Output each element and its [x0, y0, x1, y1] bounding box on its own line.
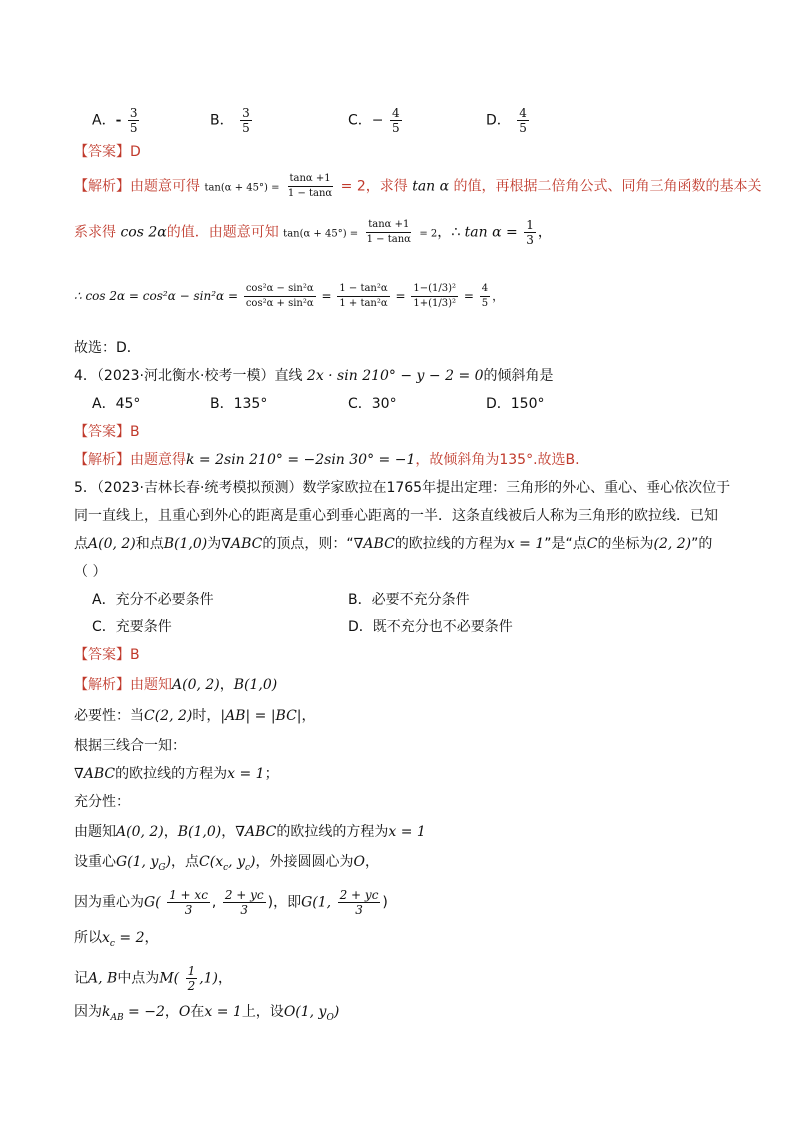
- analysis-punct: ，: [163, 824, 178, 840]
- equals: =: [321, 289, 332, 303]
- fraction-num: tanα +1: [366, 218, 411, 233]
- answer-q4: [74, 422, 140, 442]
- analysis-q5-line8: [74, 888, 388, 917]
- option-d-fraction: [517, 106, 529, 135]
- analysis-text: 中点为: [117, 970, 160, 987]
- question-4: [74, 366, 554, 386]
- var-x: x: [102, 930, 110, 946]
- question-5-blank: （ ）: [74, 564, 107, 580]
- question-text: 和点: [135, 536, 164, 552]
- analysis-text: = 2，求得: [340, 178, 408, 195]
- analysis-text: 由题意得: [130, 452, 186, 468]
- line-equation: x = 1: [204, 1004, 242, 1020]
- half-fraction: [186, 964, 198, 993]
- circumcenter: O: [353, 854, 365, 870]
- analysis-punct: ，: [221, 824, 236, 840]
- question-text: 点: [74, 536, 88, 552]
- q4-option-b: B．135°: [210, 396, 268, 412]
- result-fraction: [480, 282, 490, 311]
- analysis-fraction: [286, 172, 334, 201]
- analysis-text: 因为重心为: [74, 894, 144, 911]
- fraction-den: 1+(1/3)²: [413, 298, 456, 309]
- point-coords: (2, 2): [653, 536, 692, 552]
- subscript: AB: [110, 1012, 124, 1023]
- third-fraction: [524, 218, 536, 247]
- point-a: A(0, 2): [172, 677, 220, 693]
- triangle-abc: ∇ABC: [353, 536, 395, 552]
- answer-q3: [74, 142, 141, 162]
- centroid-y-fraction-2: [338, 888, 381, 917]
- analysis-q3-line3: [74, 282, 504, 311]
- analysis-text: 设重心: [74, 854, 116, 870]
- analysis-text: 的欧拉线的方程为: [115, 766, 228, 782]
- analysis-fraction: [365, 218, 413, 247]
- subscript: c: [109, 938, 115, 949]
- question-text: 的坐标为: [597, 536, 654, 552]
- line-equation: x = 1: [227, 766, 265, 782]
- option-c-fraction: [390, 106, 402, 135]
- paren: ): [267, 894, 274, 911]
- analysis-text: 时，: [192, 708, 221, 724]
- answer-tag: 【答案】: [74, 647, 130, 663]
- option-a: [92, 106, 141, 135]
- question-text: 的倾斜角是: [483, 368, 554, 384]
- option-d-label: D．: [486, 112, 511, 129]
- point-c: , y: [228, 854, 245, 870]
- fraction-den: 1 − tanα: [287, 188, 333, 199]
- question-text: 数学家欧拉在1765年提出定理：三角形的外心、重心、垂心依次位于: [302, 480, 731, 496]
- fraction-den: 3: [355, 903, 363, 917]
- analysis-punct: ，: [537, 224, 552, 241]
- midpoint: M(: [159, 970, 180, 987]
- point-b: B(1,0): [163, 536, 208, 552]
- fraction-den: 3: [240, 903, 249, 917]
- analysis-punct: ，: [218, 970, 233, 987]
- q5-option-b: B．必要不充分条件: [348, 592, 470, 608]
- question-5-line1: [74, 478, 730, 498]
- question-math: 2x · sin 210° − y − 2 = 0: [306, 368, 484, 384]
- fraction-num: 4: [480, 282, 490, 297]
- centroid: G(1, y: [116, 854, 159, 870]
- fraction-den: 1 + tan²α: [339, 298, 388, 309]
- subscript: G: [158, 862, 166, 873]
- circumcenter: O: [178, 1004, 191, 1020]
- centroid-y-fraction: [223, 888, 266, 917]
- point-c: C: [586, 536, 598, 552]
- analysis-q5-line2: [74, 706, 316, 726]
- option-b-num: 3: [242, 106, 250, 120]
- answer-q5: [74, 645, 140, 665]
- comma: ,: [211, 894, 217, 911]
- analysis-math: tan α =: [464, 224, 518, 241]
- analysis-punct: ，: [492, 289, 505, 303]
- analysis-text: 由题知: [74, 824, 116, 840]
- analysis-text: ，故倾斜角为135°.故选B.: [415, 452, 580, 468]
- question-source: （2023·吉林长春·统考模拟预测）: [96, 480, 303, 496]
- q4-option-c: C．30°: [348, 396, 397, 412]
- fraction-num: 1−(1/3)²: [411, 282, 458, 297]
- analysis-tag: 【解析】: [74, 677, 130, 693]
- paren: ): [250, 854, 256, 870]
- paren: ): [382, 894, 388, 911]
- analysis-q5-line4: [74, 764, 279, 784]
- analysis-math: cos 2α: [120, 224, 167, 241]
- fraction-den: 2: [187, 979, 196, 993]
- option-c-sign: −: [371, 112, 384, 129]
- analysis-q5-line3: 根据三线合一知：: [74, 738, 186, 754]
- option-d-den: 5: [519, 121, 527, 135]
- answer-tag: 【答案】: [74, 144, 130, 160]
- q5-option-c: C．充要条件: [92, 619, 172, 635]
- fraction-den: 3: [526, 233, 534, 247]
- analysis-text: 由题知: [130, 677, 172, 693]
- option-c-den: 5: [391, 121, 400, 135]
- analysis-text: 上，设: [241, 1004, 284, 1020]
- option-a-label: A．: [92, 112, 116, 129]
- q4-option-a: A．45°: [92, 396, 141, 412]
- analysis-math: k = 2sin 210° = −2sin 30° = −1: [186, 452, 416, 468]
- circumcenter: O(1, y: [283, 1004, 327, 1020]
- analysis-q5-line1: [74, 675, 277, 695]
- point-a: A(0, 2): [116, 824, 164, 840]
- fraction-num: 1 − tan²α: [337, 282, 389, 297]
- fraction-num: tanα +1: [288, 172, 333, 187]
- question-5-line3: [74, 534, 712, 554]
- analysis-text: ，∴: [437, 224, 461, 241]
- fraction-num: 2 + yc: [339, 888, 379, 902]
- analysis-text: ，即: [273, 894, 302, 911]
- analysis-q5-line5: 充分性：: [74, 794, 130, 810]
- line-equation: x = 1: [388, 824, 426, 840]
- option-a-fraction: [128, 106, 140, 135]
- option-c: [348, 106, 404, 135]
- triangle-abc: ∇ABC: [235, 824, 277, 840]
- fraction-num: 2 + yc: [224, 888, 264, 902]
- analysis-tag: 【解析】: [74, 452, 130, 468]
- analysis-punct: ，: [144, 930, 159, 946]
- analysis-text: 的值．由题意可知: [166, 224, 279, 241]
- option-d: [486, 106, 531, 135]
- analysis-q5-line7: [74, 852, 379, 878]
- option-a-sign: -: [115, 112, 122, 129]
- triangle-abc: ∇ABC: [74, 766, 116, 782]
- paren: ): [165, 854, 172, 870]
- question-text: 的顶点，则：“: [262, 536, 354, 552]
- option-d-num: 4: [519, 106, 527, 120]
- option-c-num: 4: [391, 106, 400, 120]
- analysis-text: 因为: [74, 1004, 102, 1020]
- subscript: c: [244, 862, 251, 873]
- fraction-den: 5: [481, 298, 489, 309]
- abs-equality: |AB| = |BC|: [220, 708, 302, 724]
- question-number: 4．: [74, 368, 97, 384]
- triangle-abc: ∇ABC: [221, 536, 263, 552]
- fraction-den: 1 − tanα: [366, 234, 411, 245]
- point-b: B(1,0): [177, 824, 222, 840]
- answer-value: B: [130, 647, 140, 663]
- fraction-num: 1 + xc: [169, 888, 208, 902]
- question-text: ”是“点: [544, 536, 587, 552]
- question-5-line2: 同一直线上，且重心到外心的距离是重心到垂心距离的一半．这条直线被后人称为三角形的欧拉线．已知: [74, 508, 718, 524]
- question-text: 为: [207, 536, 222, 552]
- analysis-q4: [74, 450, 580, 470]
- analysis-punct: ，: [164, 1004, 179, 1020]
- question-text: 直线: [274, 368, 303, 384]
- fraction-num: 1: [187, 964, 196, 978]
- option-a-den: 5: [129, 121, 138, 135]
- centroid: G(1,: [301, 894, 332, 911]
- analysis-punct: ，: [364, 854, 379, 870]
- fraction-num: 1: [526, 218, 534, 232]
- equation: = −2: [123, 1004, 165, 1020]
- point-c: C(2, 2): [144, 708, 193, 724]
- fraction-den: 3: [184, 903, 193, 917]
- analysis-punct: ，: [301, 708, 316, 724]
- slope: k: [102, 1004, 111, 1020]
- question-number: 5．: [74, 480, 97, 496]
- analysis-q5-line11: [74, 1002, 339, 1028]
- conclusion-q3: 故选：D．: [74, 340, 141, 356]
- analysis-q5-line6: [74, 822, 426, 842]
- centroid: G(: [144, 894, 161, 911]
- subscript: O: [326, 1012, 334, 1023]
- option-b: [210, 106, 254, 135]
- analysis-text: ，外接圆圆心为: [255, 854, 354, 870]
- equation: = 2: [114, 930, 145, 946]
- analysis-text: 所以: [74, 930, 102, 946]
- line-equation: x = 1: [506, 536, 545, 552]
- option-b-label: B．: [210, 112, 234, 129]
- subscript: c: [223, 862, 229, 873]
- tan-fraction: [337, 282, 389, 311]
- equals: =: [395, 289, 406, 303]
- analysis-text: 在: [190, 1004, 205, 1020]
- nested-fraction: [411, 282, 458, 311]
- analysis-expr: tan(α + 45°) =: [283, 228, 359, 240]
- answer-tag: 【答案】: [74, 424, 130, 440]
- midpoint: ,1): [199, 970, 219, 987]
- option-a-num: 3: [129, 106, 138, 120]
- analysis-text: 的欧拉线的方程为: [276, 824, 389, 840]
- analysis-text: 必要性：当: [74, 708, 144, 724]
- analysis-q5-line10: [74, 964, 232, 993]
- analysis-punct: ，: [219, 677, 234, 693]
- analysis-q3-line2: 系求得 cos 2α的值．由题意可知 tan(α + 45°) = $\frac{\tan\alpha +1}{1 - \tan\alpha}$ = 2，∴ tan α = $\frac{1}{3}$ ，: [74, 218, 552, 247]
- analysis-tag: 【解析】: [74, 178, 130, 195]
- analysis-text: 系求得: [74, 224, 116, 241]
- option-c-label: C．: [348, 112, 372, 129]
- fraction-den: cos²α + sin²α: [245, 298, 314, 309]
- point-a: A(0, 2): [88, 536, 136, 552]
- segment-ab: A, B: [88, 970, 118, 987]
- answer-value: D: [130, 144, 141, 160]
- point-c: C(x: [199, 854, 224, 870]
- option-b-fraction: [240, 106, 252, 135]
- point-b: B(1,0): [233, 677, 278, 693]
- answer-value: B: [130, 424, 140, 440]
- fraction-num: cos²α − sin²α: [244, 282, 316, 297]
- cos-fraction: [244, 282, 316, 311]
- analysis-text: 的值，再根据二倍角公式、同角三角函数的基本关: [453, 178, 762, 195]
- analysis-math: tan α: [412, 178, 450, 195]
- analysis-punct: ；: [264, 766, 279, 782]
- analysis-q3-line1: [74, 172, 762, 201]
- question-text: ”的: [691, 536, 713, 552]
- question-text: 的欧拉线的方程为: [394, 536, 507, 552]
- equals: =: [463, 289, 474, 303]
- question-source: （2023·河北衡水·校考一模）: [96, 368, 275, 384]
- q4-option-d: D．150°: [486, 396, 545, 412]
- centroid-x-fraction: [167, 888, 210, 917]
- analysis-text: 记: [74, 970, 88, 987]
- q5-option-d: D．既不充分也不必要条件: [348, 619, 513, 635]
- paren: ): [333, 1004, 340, 1020]
- q5-option-a: A．充分不必要条件: [92, 592, 214, 608]
- analysis-text: 由题意可得: [130, 178, 200, 195]
- analysis-math: ∴ cos 2α = cos²α − sin²α =: [74, 289, 238, 303]
- option-b-den: 5: [242, 121, 250, 135]
- analysis-text: ，点: [171, 854, 200, 870]
- analysis-expr: tan(α + 45°) =: [204, 182, 280, 194]
- analysis-q5-line9: [74, 928, 159, 954]
